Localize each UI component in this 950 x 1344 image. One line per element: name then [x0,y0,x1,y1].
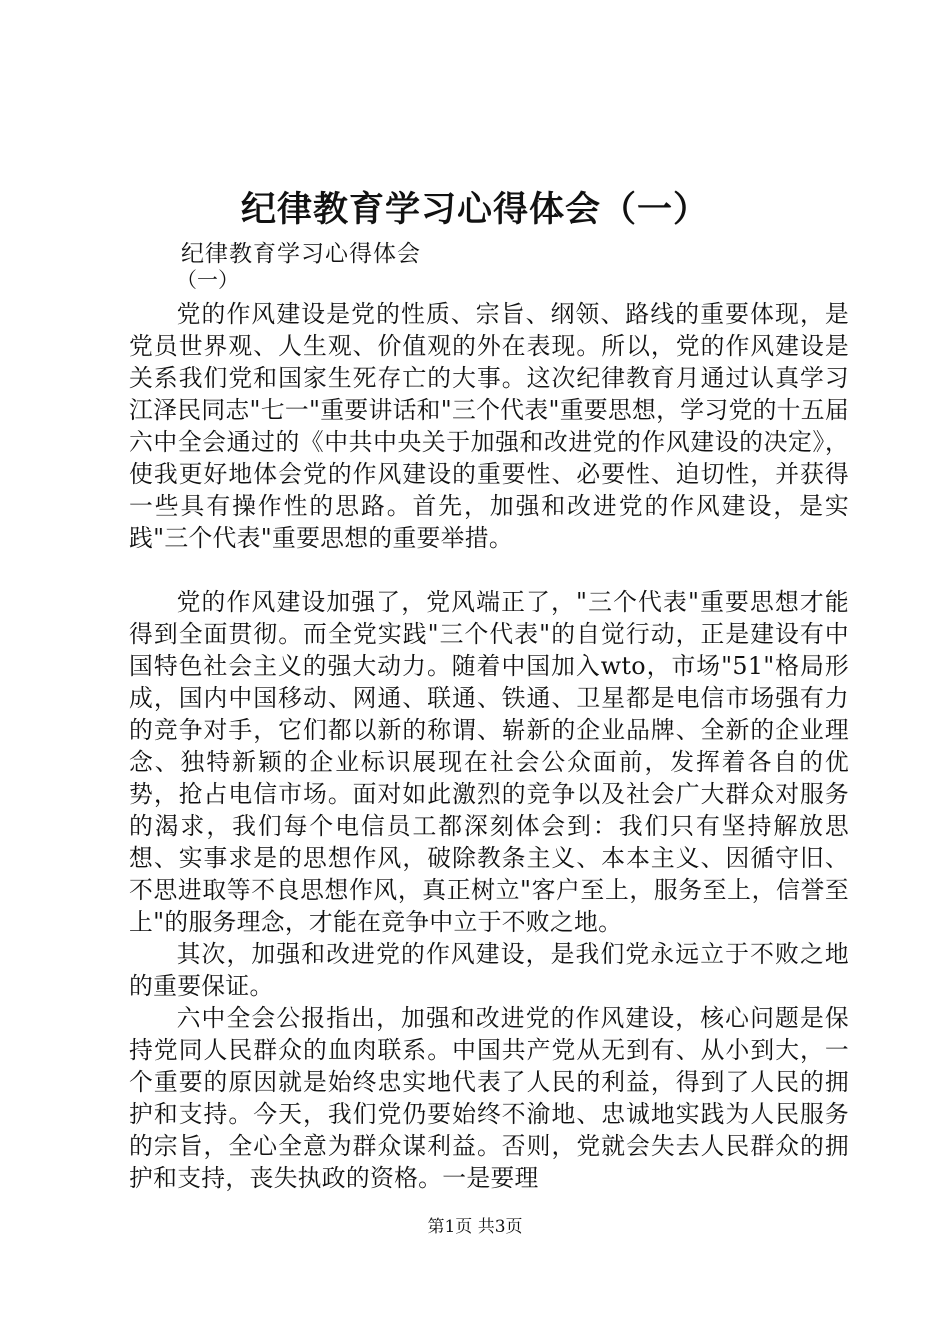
paragraph-2: 党的作风建设加强了，党风端正了，"三个代表"重要思想才能得到全面贯彻。而全党实践"三个代表"的自觉行动，正是建设有中国特色社会主义的强大动力。随着中国加入wto，市场"51"格局形成，国内中国移动、网通、联通、铁通、卫星都是电信市场强有力的竞争对手，它们都以新的称谓、崭新的企业品牌、全新的企业理念、独特新颖的企业标识展现在社会公众面前，发挥着各自的优势，抢占电信市场。面对如此激烈的竞争以及社会广大群众对服务的渴求，我们每个电信员工都深刻体会到：我们只有坚持解放思想、实事求是的思想作风，破除教条主义、本本主义、因循守旧、不思进取等不良思想作风，真正树立"客户至上，服务至上，信誉至上"的服务理念，才能在竞争中立于不败之地。 [129,588,849,936]
paragraph-4: 六中全会公报指出，加强和改进党的作风建设，核心问题是保持党同人民群众的血肉联系。中国共产党从无到有、从小到大，一个重要的原因就是始终忠实地代表了人民的利益，得到了人民的拥护和支持。今天，我们党仍要始终不渝地、忠诚地实践为人民服务的宗旨，全心全意为群众谋利益。否则，党就会失去人民群众的拥护和支持，丧失执政的资格。一是要理 [129,1004,849,1192]
paragraph-1: 党的作风建设是党的性质、宗旨、纲领、路线的重要体现，是党员世界观、人生观、价值观的外在表现。所以，党的作风建设是关系我们党和国家生死存亡的大事。这次纪律教育月通过认真学习江泽民同志"七一"重要讲话和"三个代表"重要思想，学习党的十五届六中全会通过的《中共中央关于加强和改进党的作风建设的决定》，使我更好地体会党的作风建设的重要性、必要性、迫切性，并获得一些具有操作性的思路。首先，加强和改进党的作风建设，是实践"三个代表"重要思想的重要举措。 [129,300,849,552]
subtitle-number: （一） [176,268,239,292]
document-body [129,298,849,1194]
page-footer: 第1页 共3页 [427,1217,523,1237]
document-subtitle: 纪律教育学习心得体会 [181,241,421,267]
document-title: 纪律教育学习心得体会（一） [240,189,709,230]
paragraph-3: 其次，加强和改进党的作风建设，是我们党永远立于不败之地的重要保证。 [129,940,849,1000]
